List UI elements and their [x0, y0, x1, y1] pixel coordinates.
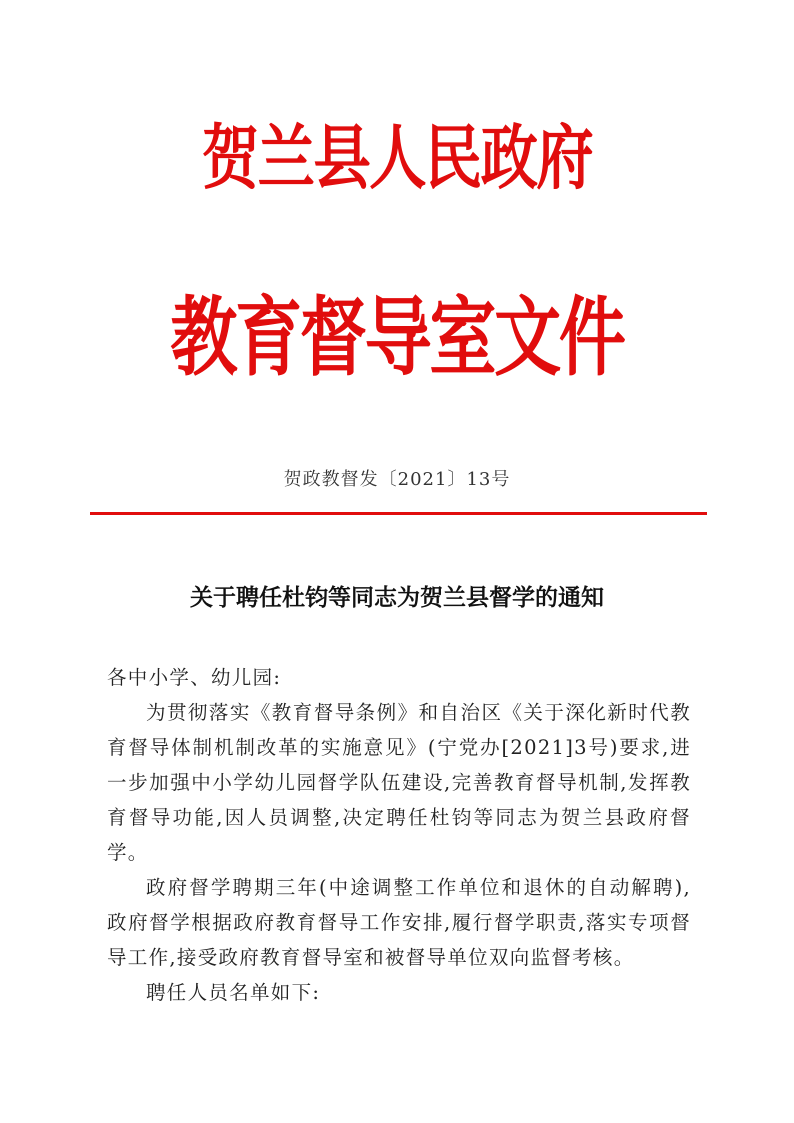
body-paragraph-3: 聘任人员名单如下: — [146, 981, 321, 1004]
issuer-title-line1: 贺兰县人民政府 — [201, 117, 593, 199]
body-paragraph-2: 政府督学聘期三年(中途调整工作单位和退休的自动解聘),政府督学根据政府教育督导工作安排,履行督学职责,落实专项督导工作,接受政府教育督导室和被督导单位双向监督考核。 — [107, 876, 691, 969]
document-body — [107, 660, 691, 1010]
issuer-title-line2: 教育督导室文件 — [170, 288, 624, 388]
document-title: 关于聘任杜钧等同志为贺兰县督学的通知 — [190, 584, 604, 611]
body-paragraph-1: 为贯彻落实《教育督导条例》和自治区《关于深化新时代教育督导体制机制改革的实施意见》(宁党办[2021]3号)要求,进一步加强中小学幼儿园督学队伍建设,完善教育督导机制,发挥教育督导功能,因人员调整,决定聘任杜钧等同志为贺兰县政府督学。 — [107, 701, 691, 864]
red-divider-line — [90, 512, 707, 515]
document-number: 贺政教督发〔2021〕13号 — [283, 469, 511, 490]
salutation: 各中小学、幼儿园: — [107, 666, 282, 689]
